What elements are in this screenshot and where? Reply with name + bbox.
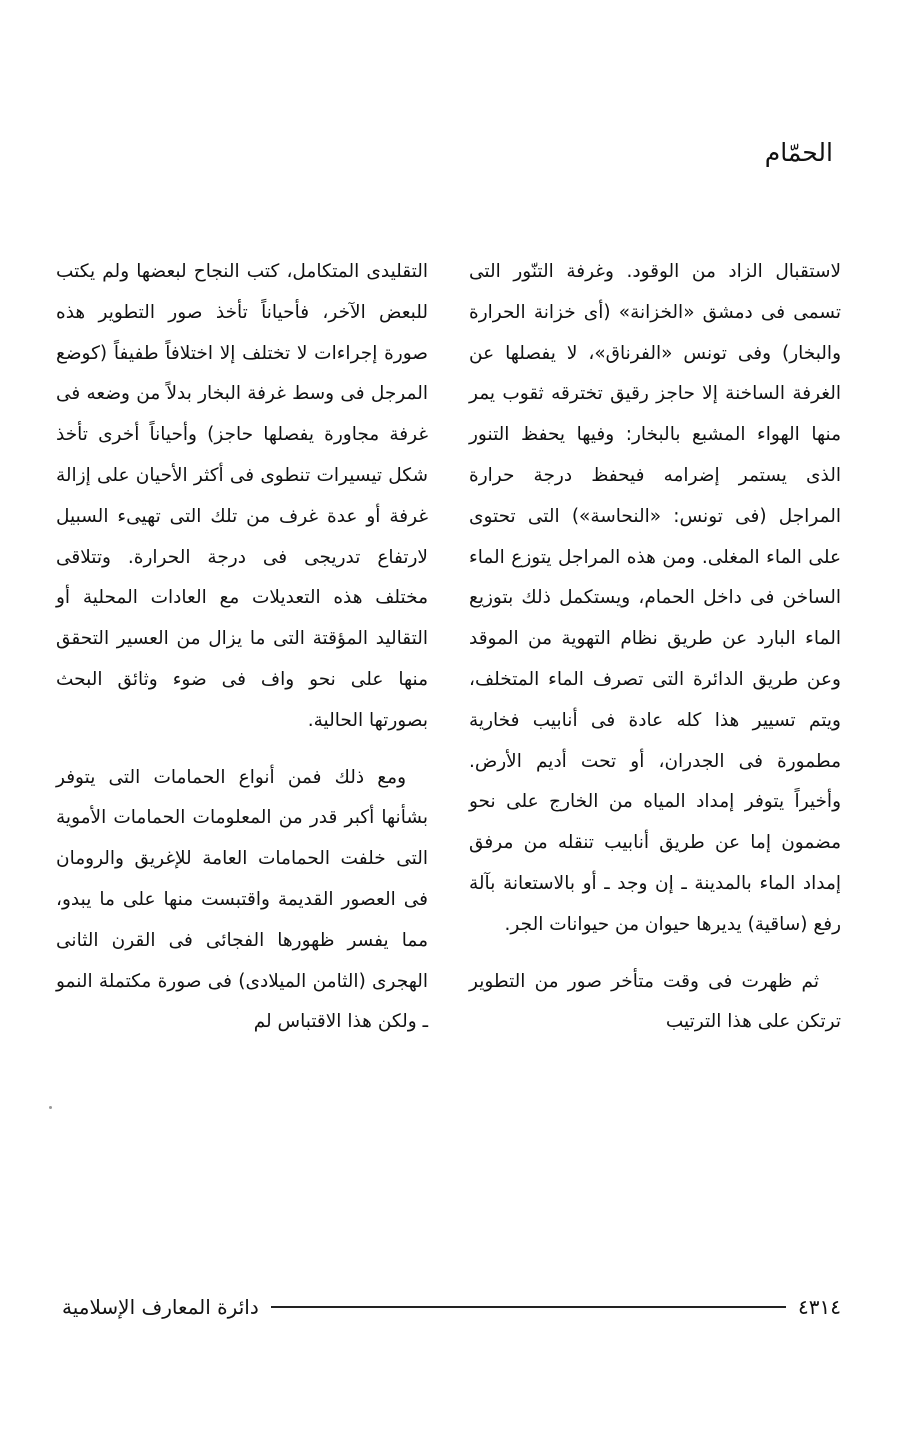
right-paragraph-2: ثم ظهرت فى وقت متأخر صور من التطوير ترتكن على هذا الترتيب: [469, 970, 841, 1033]
page-number: ٤٣١٤: [798, 1295, 841, 1319]
publication-name: دائرة المعارف الإسلامية: [62, 1295, 259, 1319]
right-text-column: [469, 252, 841, 1059]
left-paragraph-2: ومع ذلك فمن أنواع الحمامات التى يتوفر بشأنها أكبر قدر من المعلومات الحمامات الأموية التى خلفت الحمامات العامة للإغريق والرومان فى العصور القديمة واقتبست منها على ما يبدو، مما يفسر ظهورها الفجائى فى القرن الثانى الهجرى (الثامن الميلادى) فى صورة مكتملة النمو ـ ولكن هذا الاقتباس لم: [56, 766, 428, 1033]
left-text-column: [56, 252, 428, 1059]
left-paragraph-1: التقليدى المتكامل، كتب النجاح لبعضها ولم يكتب للبعض الآخر، فأحياناً تأخذ صور التطوير هذه صورة إجراءات لا تختلف إلا اختلافاً طفيفاً (كوضع المرجل فى وسط غرفة البخار بدلاً من وضعه فى غرفة مجاورة يفصلها حاجز) وأحياناً أخرى تأخذ شكل تيسيرات تنطوى فى أكثر الأحيان على إزالة غرفة أو عدة غرف من تلك التى تهيىء السبيل لارتفاع تدريجى فى درجة الحرارة. وتتلاقى مختلف هذه التعديلات مع العادات المحلية أو التقاليد المؤقتة التى ما يزال من العسير التحقق منها على نحو واف فى ضوء وثائق البحث بصورتها الحالية.: [56, 261, 428, 731]
page-footer: [62, 1292, 841, 1322]
margin-speck: [49, 1106, 52, 1109]
right-paragraph-1: لاستقبال الزاد من الوقود. وغرفة التنّور التى تسمى فى دمشق «الخزانة» (أى خزانة الحرارة والبخار) وفى تونس «الفرناق»، لا يفصلها عن الغرفة الساخنة إلا حاجز رقيق تخترقه ثقوب يمر منها الهواء المشبع بالبخار: وفيها يحفظ التنور الذى يستمر إضرامه فيحفظ درجة حرارة المراجل (فى تونس: «النحاسة») التى تحتوى على الماء المغلى. ومن هذه المراجل يتوزع الماء الساخن فى داخل الحمام، ويستكمل ذلك بتوزيع الماء البارد عن طريق نظام التهوية من الموقد وعن طريق الدائرة التى تصرف الماء المتخلف، ويتم تسيير هذا كله عادة فى أنابيب فخارية مطمورة فى الجدران، أو تحت أديم الأرض. وأخيراً يتوفر إمداد المياه من الخارج على نحو مضمون إما عن طريق أنابيب تنقله من مرفق إمداد الماء بالمدينة ـ إن وجد ـ أو بالاستعانة بآلة رفع (ساقية) يديرها حيوان من حيوانات الجر.: [469, 261, 841, 935]
running-title: الحمّام: [764, 138, 833, 167]
footer-rule: [271, 1306, 786, 1308]
